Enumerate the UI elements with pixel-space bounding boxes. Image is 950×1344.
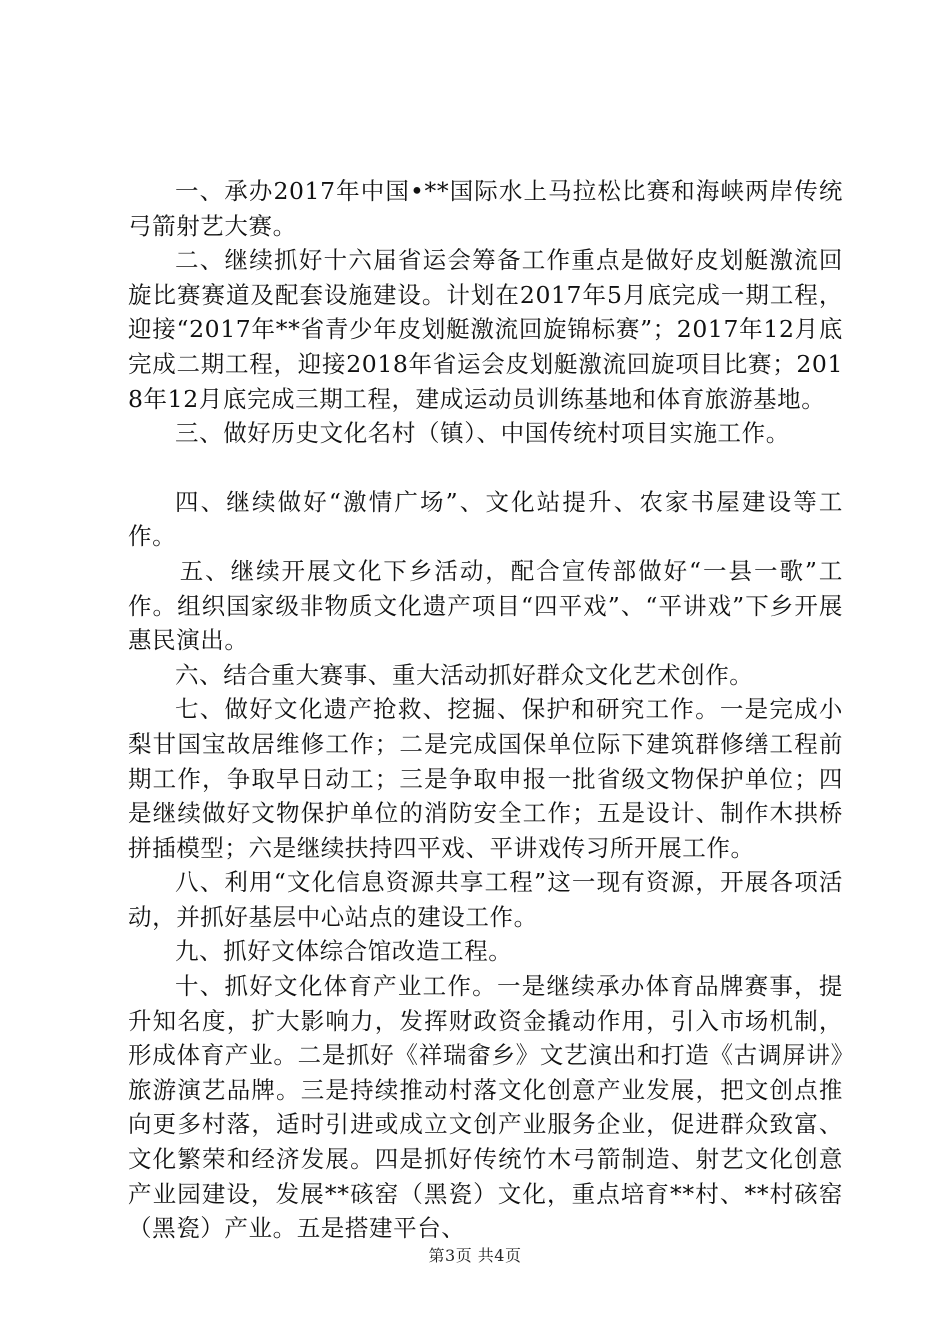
paragraph-10: 十、抓好文化体育产业工作。一是继续承办体育品牌赛事，提升知名度，扩大影响力，发挥财政资金撬动作用，引入市场机制，形成体育产业。二是抓好《祥瑞畲乡》文艺演出和打造《古调屏讲》旅游演艺品牌。三是持续推动村落文化创意产业发展，把文创点推向更多村落，适时引进或成立文创产业服务企业，促进群众致富、文化繁荣和经济发展。四是抓好传统竹木弓箭制造、射艺文化创意产业园建设，发展**硋窑（黑瓷）文化，重点培育**村、**村硋窑（黑瓷）产业。五是搭建平台、 [128, 972, 843, 1243]
paragraph-4: 四、继续做好“激情广场”、文化站提升、农家书屋建设等工作。 [128, 487, 843, 551]
paragraph-9: 九、抓好文体综合馆改造工程。 [175, 937, 513, 966]
paragraph-8: 八、利用“文化信息资源共享工程”这一现有资源，开展各项活动，并抓好基层中心站点的建设工作。 [128, 868, 843, 931]
document-body [128, 174, 843, 1246]
paragraph-3: 三、做好历史文化名村（镇）、中国传统村项目实施工作。 [175, 419, 790, 448]
paragraph-6: 六、结合重大赛事、重大活动抓好群众文化艺术创作。 [175, 660, 754, 689]
paragraph-7: 七、做好文化遗产抢救、挖掘、保护和研究工作。一是完成小梨甘国宝故居维修工作；二是完成国保单位际下建筑群修缮工程前期工作，争取早日动工；三是争取申报一批省级文物保护单位；四是继续做好文物保护单位的消防安全工作；五是设计、制作木拱桥拼插模型；六是继续扶持四平戏、平讲戏传习所开展工作。 [128, 695, 843, 862]
paragraph-1: 一、承办2017年中国•**国际水上马拉松比赛和海峡两岸传统弓箭射艺大赛。 [128, 177, 843, 240]
page-footer: 第3页 共4页 [428, 1246, 522, 1265]
paragraph-5: 五、继续开展文化下乡活动，配合宣传部做好“一县一歌”工作。组织国家级非物质文化遗产项目“四平戏”、“平讲戏”下乡开展惠民演出。 [128, 556, 843, 655]
paragraph-2: 二、继续抓好十六届省运会筹备工作重点是做好皮划艇激流回旋比赛赛道及配套设施建设。计划在2017年5月底完成一期工程，迎接“2017年**省青少年皮划艇激流回旋锦标赛”；2017年12月底完成二期工程，迎接2018年省运会皮划艇激流回旋项目比赛；2018年12月底完成三期工程，建成运动员训练基地和体育旅游基地。 [128, 246, 843, 413]
